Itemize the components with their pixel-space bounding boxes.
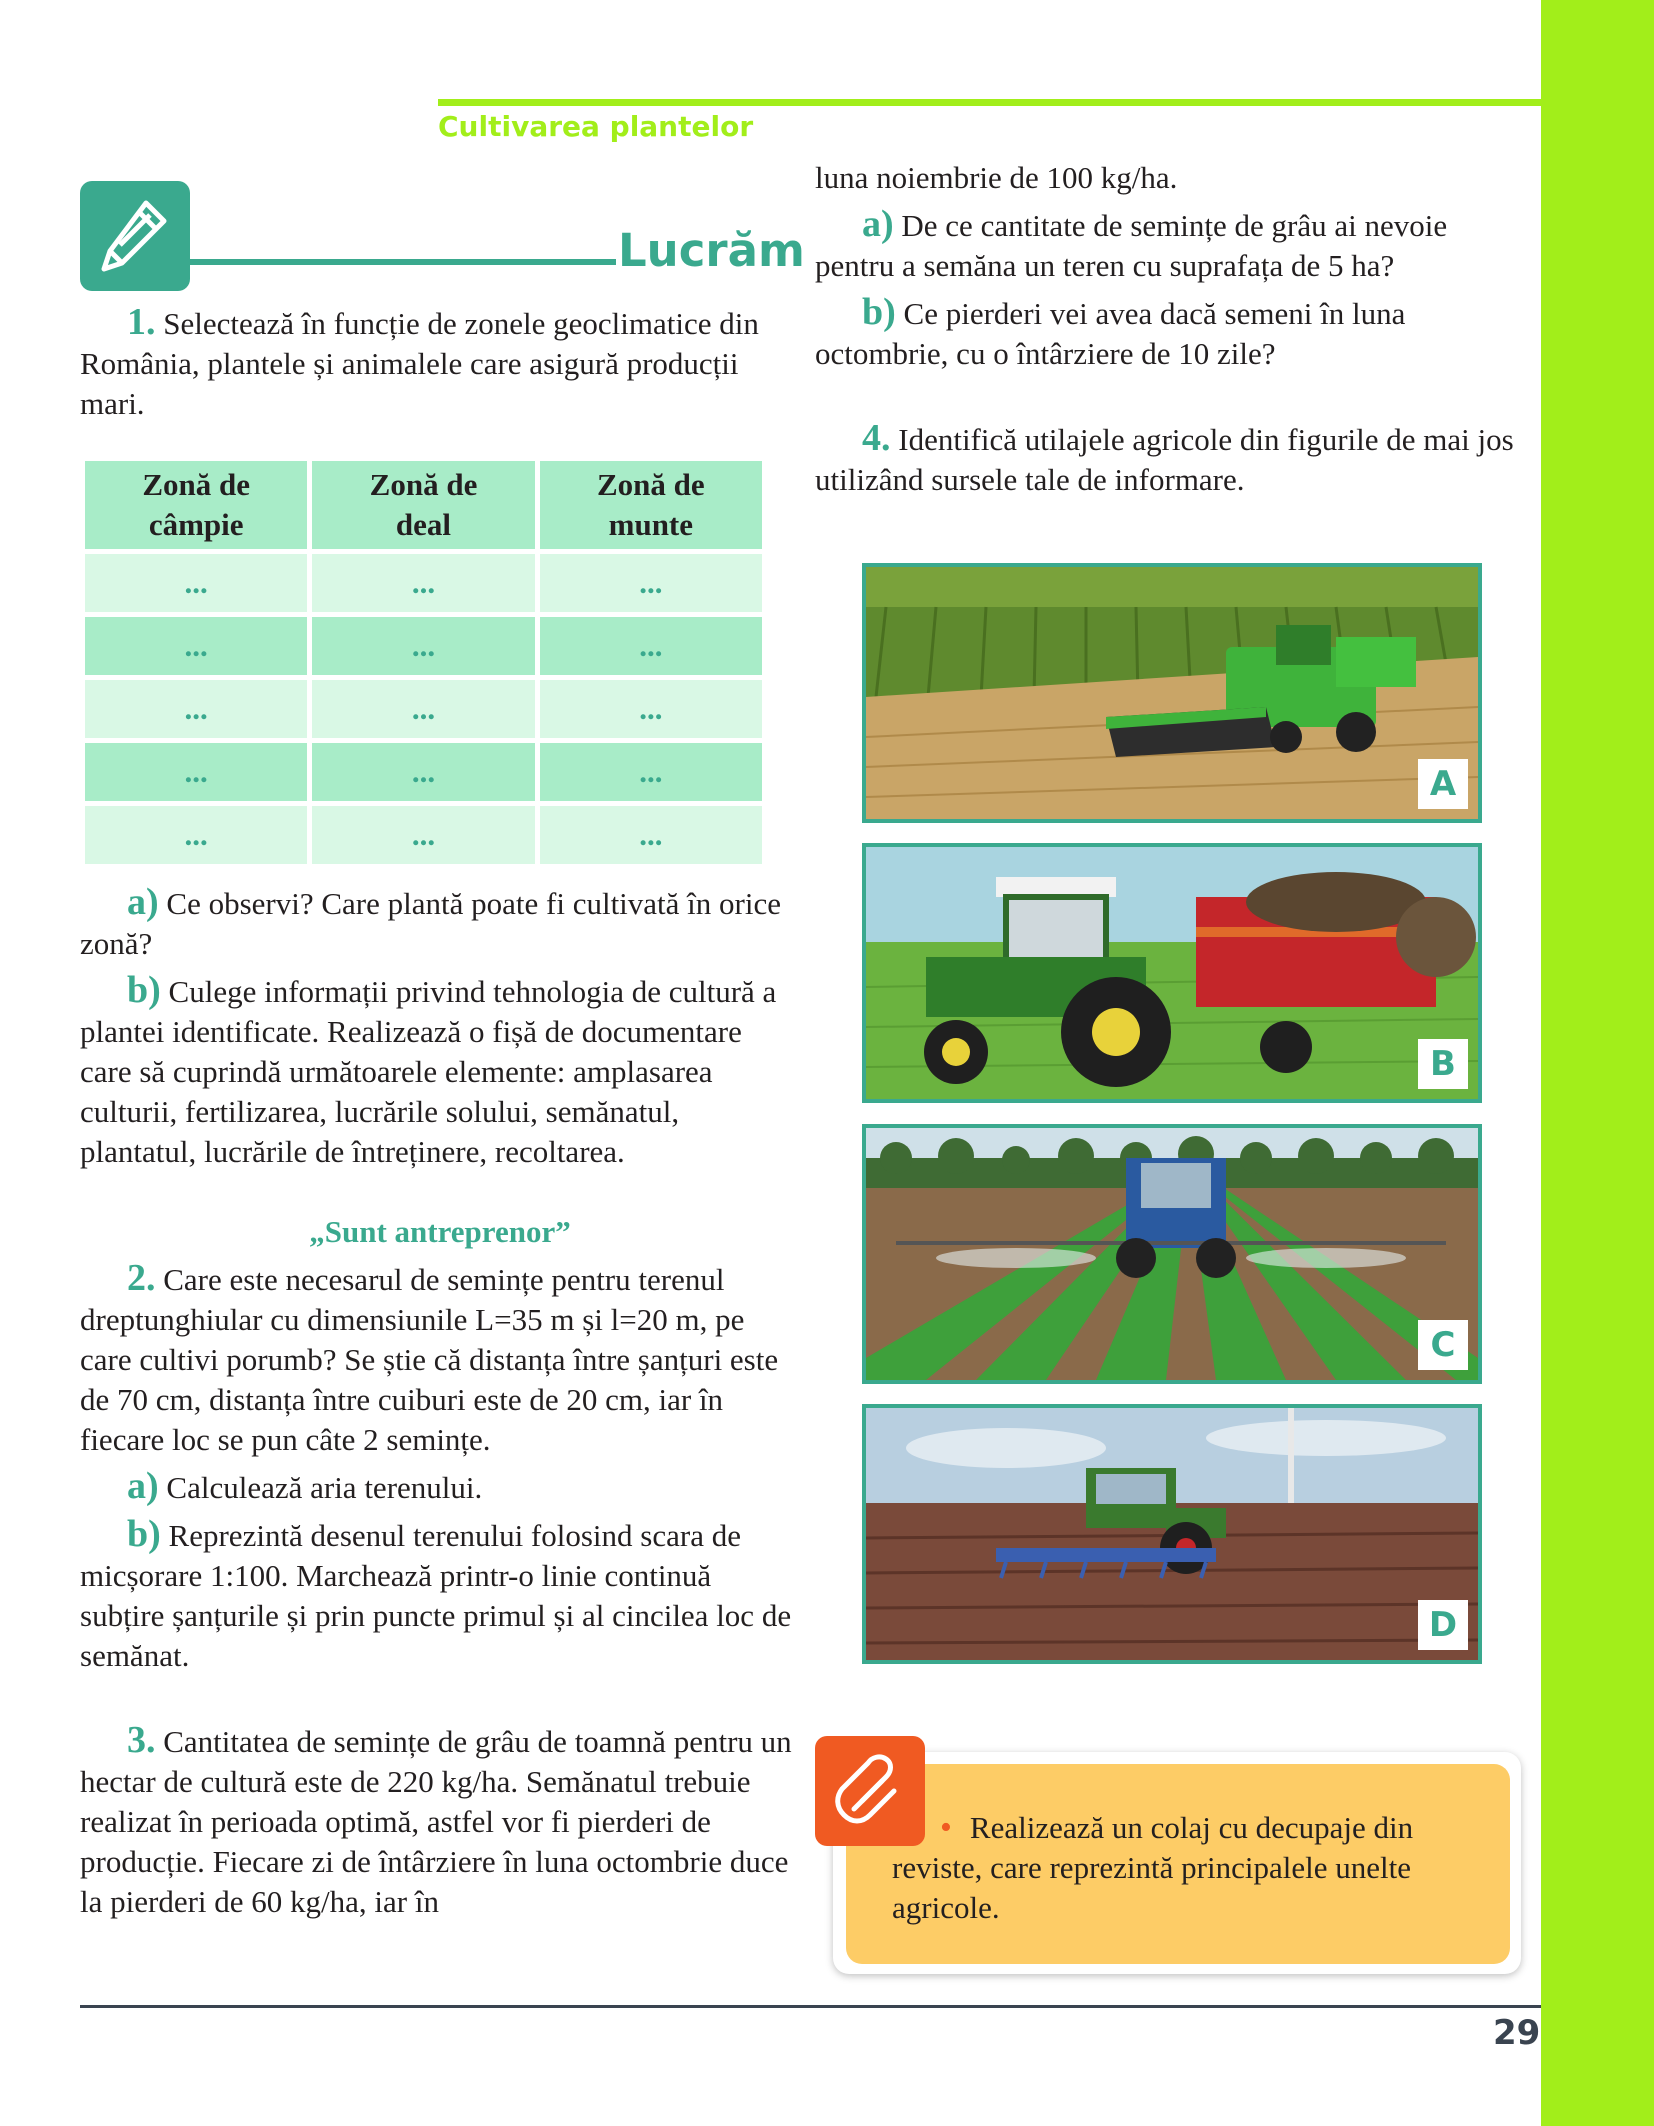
exercise-3-continuation: luna noiembrie de 100 kg/ha. bbox=[815, 160, 1178, 195]
exercise-text: Selectează în funcție de zonele geoclimatice din România, plantele și animalele care asigură producții mari. bbox=[80, 306, 759, 421]
side-color-band bbox=[1541, 0, 1654, 2126]
header-deal: Zonă de deal bbox=[312, 461, 534, 549]
subquestion-3b: Ce pierderi vei avea dacă semeni în luna octombrie, cu o întârziere de 10 zile? bbox=[815, 296, 1406, 371]
subquestion-3a: De ce cantitate de semințe de grâu ai nevoie pentru a semăna un teren cu suprafața de 5 ha? bbox=[815, 208, 1448, 283]
table-row: ... ... ... bbox=[85, 680, 762, 738]
table-row: ... ... ... bbox=[85, 617, 762, 675]
page-number: 29 bbox=[1493, 2013, 1541, 2053]
zones-table bbox=[80, 456, 767, 869]
footer-rule bbox=[80, 2005, 1541, 2008]
pencil-icon bbox=[80, 181, 190, 291]
bullet-icon: • bbox=[940, 1809, 952, 1846]
photo-tractor-sprayer bbox=[862, 1124, 1482, 1384]
photo-tractor-spreader bbox=[862, 843, 1482, 1103]
photo-combine-harvester bbox=[862, 563, 1482, 823]
exercise-3-continued: luna noiembrie de 100 kg/ha. a) De ce cantitate de semințe de grâu ai nevoie pentru a semăna un teren cu suprafața de 5 ha? b) Ce pierderi vei avea dacă semeni în luna octombrie, cu o întârziere de 10 zile? 4. Identifică utilajele agricole din figurile de mai jos utilizând sursele tale de informare. bbox=[815, 160, 1514, 497]
table-row: ... ... ... bbox=[85, 743, 762, 801]
table-header-row bbox=[85, 461, 762, 549]
note-text-block bbox=[892, 1808, 1482, 1928]
photo-tractor-cultivator bbox=[862, 1404, 1482, 1664]
photo-label-c: C bbox=[1418, 1320, 1468, 1370]
exercise-2-text: Care este necesarul de semințe pentru terenul dreptunghiular cu dimensiunile L=35 m și l=20 m, pe care cultivi porumb? Se știe că distanța între șanțuri este de 70 cm, distanța între cuiburi este de 20 cm, iar în fiecare loc se pun câte 2 semințe. bbox=[80, 1262, 779, 1457]
subquestion-1b: Culege informații privind tehnologia de cultură a plantei identificate. Realizează o fișă de documentare care să cuprindă următoarele elemente: amplasarea culturii, fertilizarea, lucrările solului, semănatul, plantatul, lucrările de întreținere, recoltarea. bbox=[80, 974, 777, 1169]
running-head: Cultivarea plantelor bbox=[438, 110, 754, 143]
table-row: ... ... ... bbox=[85, 806, 762, 864]
subquestion-2a: Calculează aria terenului. bbox=[166, 1470, 483, 1505]
photo-label-b: B bbox=[1418, 1039, 1468, 1089]
section-title: Lucrăm bbox=[618, 224, 805, 277]
photo-label-a: A bbox=[1418, 759, 1468, 809]
exercise-4-text: Identifică utilajele agricole din figurile de mai jos utilizând sursele tale de informare. bbox=[815, 422, 1514, 497]
header-rule bbox=[438, 99, 1542, 106]
exercise-1-prompt bbox=[80, 302, 780, 424]
header-munte: Zonă de munte bbox=[540, 461, 762, 549]
table-row: ... ... ... bbox=[85, 554, 762, 612]
photo-label-d: D bbox=[1418, 1600, 1468, 1650]
subquestion-1a: Ce observi? Care plantă poate fi cultivată în orice zonă? bbox=[80, 886, 781, 961]
header-campie: Zonă de câmpie bbox=[85, 461, 307, 549]
section-title-rule bbox=[190, 259, 616, 265]
exercise-1-subquestions: a) Ce observi? Care plantă poate fi cultivată în orice zonă? b) Culege informații privind tehnologia de cultură a plantei identificate. Realizează o fișă de documentare care să cuprindă următoarele elemente: amplasarea culturii, fertilizarea, lucrările solului, semănatul, plantatul, lucrările de întreținere, recoltarea. „Sunt antreprenor” 2. Care este necesarul de semințe pentru terenul dreptunghiular cu dimensiunile L=35 m și l=20 m, pe care cultivi porumb? Se știe că distanța între șanțuri este de 70 cm, distanța între cuiburi este de 20 cm, iar în fiecare loc se pun câte 2 semințe. a) Calculează aria terenului. b) Reprezintă desenul terenului folosind scara de micșorare 1:100. Marchează printr-o linie continuă subțire șanțurile și prin puncte primul și al cincilea loc de semănat. 3. Cantitatea de semințe de grâu de toamnă pentru un hectar de cultură este de 220 kg/ha. Semănatul trebuie realizat în perioada optimă, astfel vor fi pierderi de producție. Fiecare zi de întârziere în luna octombrie duce la pierderi de 60 kg/ha, iar în bbox=[80, 882, 800, 1922]
exercise-number: 1. bbox=[127, 301, 156, 343]
note-text: Realizează un colaj cu decupaje din reviste, care reprezintă principalele unelte agricole. bbox=[892, 1810, 1414, 1925]
subquestion-2b: Reprezintă desenul terenului folosind scara de micșorare 1:100. Marchează printr-o linie continuă subțire șanțurile și prin puncte primul și al cincilea loc de semănat. bbox=[80, 1518, 792, 1673]
paperclip-icon bbox=[815, 1736, 925, 1846]
subheading: „Sunt antreprenor” bbox=[309, 1214, 571, 1249]
exercise-3-text: Cantitatea de semințe de grâu de toamnă pentru un hectar de cultură este de 220 kg/ha. Semănatul trebuie realizat în perioada optimă, astfel vor fi pierderi de producție. Fiecare zi de întârziere în luna octombrie duce la pierderi de 60 kg/ha, iar în bbox=[80, 1724, 792, 1919]
